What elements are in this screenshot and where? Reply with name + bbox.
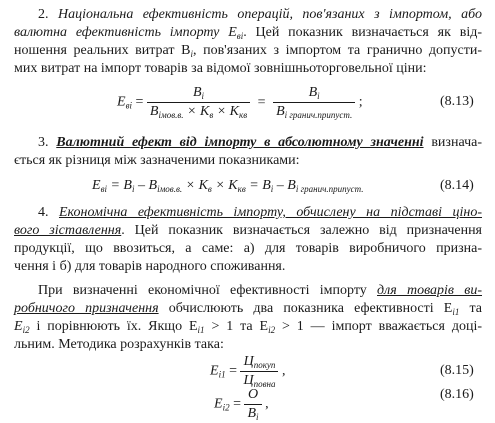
equation-number-8-13: (8.13) — [440, 94, 474, 109]
heading-economic-efficiency: Економічна ефективність імпорту, обчислену на підставі ціно- — [58, 205, 482, 220]
equation-8-15: $E_{i1}$ = $\frac{Ц_{покуп}}{Ц_{повна}}$ , — [210, 354, 286, 389]
fraction-8-13-first: $\frac{B_i}{B_{імов.в.} \times K_в \times K_{кв}}$ — [147, 84, 250, 121]
equation-number-8-16: (8.16) — [440, 387, 474, 402]
equation-8-13: $E_{ві}$ = $\frac{B_i}{B_{імов.в.} \times K_в \times K_{кв}}$ = $\frac{B_i}{B_{i гранич.припуст.}}$ ; — [117, 85, 363, 120]
equation-number-8-15: (8.15) — [440, 363, 474, 378]
paragraph-1-line-2: валютна ефективність імпорту $E_{ві}$. Цей показник визначається як від- — [14, 25, 482, 41]
paragraph-2-line-1: 3. Валютний ефект від імпорту в абсолютному значенні визнача- — [38, 135, 483, 150]
paragraph-1-line-3: ношення реальних витрат $B_i$, пов'язаних з імпортом та гранично допусти- — [14, 43, 483, 59]
fraction-8-15: $\frac{Ц_{покуп}}{Ц_{повна}}$ — [240, 353, 278, 390]
paragraph-4-line-2: робничого призначення обчислюють два показника ефективності $E_{i1}$ та — [14, 301, 482, 317]
paragraph-1-line-4: мих витрат на імпорт товарів за відомої зовнішньоторговельної ціни: — [14, 61, 427, 76]
fraction-8-13-second: $\frac{B_i}{B_{i гранич.припуст.}}$ — [273, 84, 355, 121]
paragraph-4-line-3: $E_{i2}$ і порівнюють їх. Якщо $E_{i1} > 1$ та $E_{i2} > 1$ — імпорт вважається доці- — [14, 319, 482, 335]
equation-number-8-14: (8.14) — [440, 178, 474, 193]
equation-8-14: $E_{ві} = B_i - B_{імов.в.} \times K_в \times K_{кв} = B_i - B_{i гранич.припуст.}$ — [92, 178, 364, 194]
paragraph-3-line-4: чення і б) для товарів народного споживання. — [14, 259, 286, 274]
paragraph-3-line-3: продукції, що ввозиться, а саме: а) для товарів виробничого призна- — [14, 241, 482, 256]
paragraph-4-line-1: При визначенні економічної ефективності імпорту для товарів ви- — [38, 283, 482, 298]
fraction-8-16: $\frac{O}{B_i}$ — [244, 386, 261, 423]
heading-currency-effect: Валютний ефект від імпорту в абсолютному значенні — [56, 135, 424, 150]
heading-national-efficiency: Національна ефективність операцій, пов'язаних з імпортом, або — [57, 7, 482, 22]
paragraph-4-line-4: льним. Методика розрахунків така: — [14, 337, 224, 352]
paragraph-2-line-2: ється як різниця між зазначеними показниками: — [14, 153, 300, 168]
paragraph-3-line-1: 4. Економічна ефективність імпорту, обчислену на підставі ціно- — [38, 205, 482, 220]
equation-8-16: $E_{i2}$ = $\frac{O}{B_i}$ , — [214, 387, 269, 422]
paragraph-1-line-1: 2. Національна ефективність операцій, пов'язаних з імпортом, або — [38, 7, 482, 22]
paragraph-3-line-2: вого зіставлення. Цей показник визначається залежно від призначення — [14, 223, 482, 238]
